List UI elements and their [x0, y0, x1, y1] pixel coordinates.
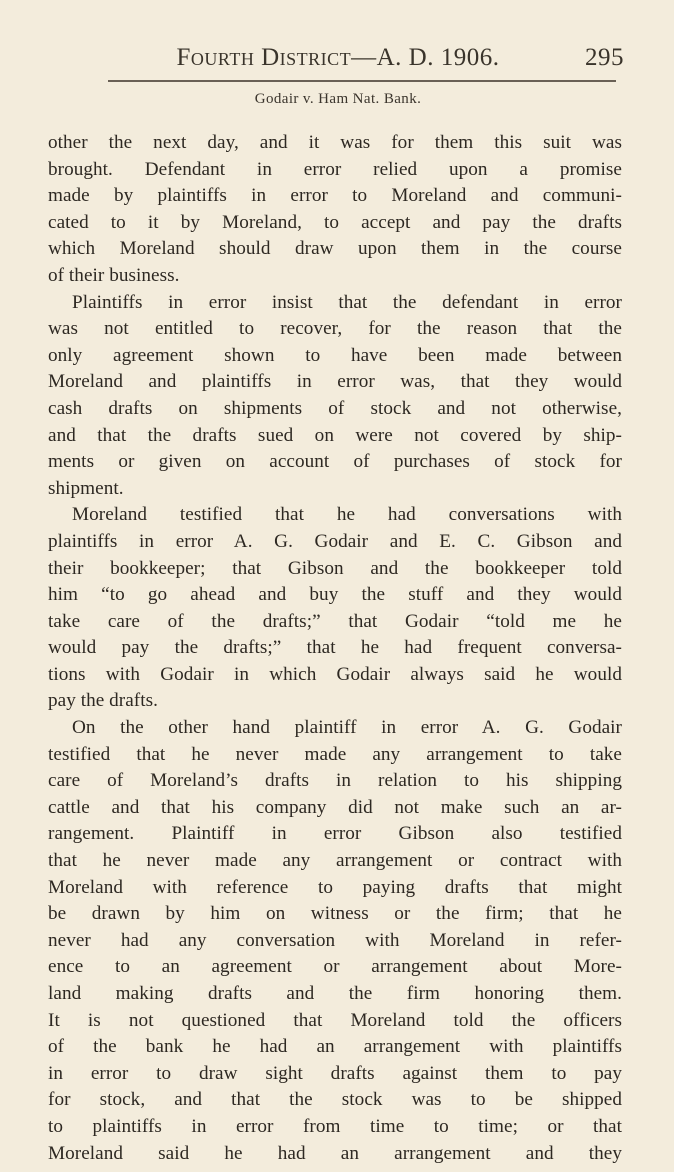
text-line: of their business. [48, 264, 180, 286]
text-line: plaintiffs in error A. G. Godair and E. C. Gibson and [48, 530, 622, 552]
text-line: to plaintiffs in error from time to time; or that [48, 1115, 622, 1137]
text-line: land making drafts and the firm honoring them. [48, 983, 622, 1004]
text-line: of the bank he had an arrangement with plaintiffs [48, 1036, 622, 1058]
text-line: that he never made any arrangement or contract with [48, 850, 622, 872]
text-line: care of Moreland’s drafts in relation to his shipping [48, 770, 622, 792]
text-line: Moreland with reference to paying drafts that might [48, 876, 622, 898]
paragraph-4 [48, 715, 622, 1167]
text-line: and that the drafts sued on were not covered by ship- [48, 424, 622, 446]
text-line: in error to draw sight drafts against them to pay [48, 1062, 622, 1084]
text-line: Moreland said he had an arrangement and they [48, 1142, 622, 1164]
text-line: cated to it by Moreland, to accept and pay the drafts [48, 211, 622, 233]
text-line: ence to an agreement or arrangement about More- [48, 956, 622, 978]
text-line: shipment. [48, 477, 124, 499]
text-line: Moreland and plaintiffs in error was, that they would [48, 371, 622, 393]
text-line: brought. Defendant in error relied upon a promise [48, 158, 622, 180]
paragraph-2 [48, 290, 622, 503]
text-line: It is not questioned that Moreland told the officers [48, 1009, 622, 1031]
text-line: him “to go ahead and buy the stuff and they would [48, 584, 622, 606]
paragraph-3 [48, 502, 622, 715]
text-line: made by plaintiffs in error to Moreland and communi- [48, 185, 622, 207]
text-line: only agreement shown to have been made between [48, 344, 622, 366]
running-head: Fourth District—A. D. 1906. [176, 44, 500, 71]
text-line: which Moreland should draw upon them in the course [48, 238, 622, 260]
text-line: was not entitled to recover, for the reason that the [48, 318, 622, 340]
case-title: Godair v. Ham Nat. Bank. [254, 91, 422, 107]
page-number: 295 [585, 44, 624, 71]
text-line: Moreland testified that he had conversations with [72, 504, 622, 526]
paragraph-1 [48, 130, 622, 290]
text-line: testified that he never made any arrangement to take [48, 743, 622, 765]
text-line: Plaintiffs in error insist that the defendant in error [72, 291, 622, 313]
page-header [52, 44, 624, 76]
header-rule [108, 80, 616, 82]
text-line: rangement. Plaintiff in error Gibson also testified [48, 823, 622, 845]
text-line: never had any conversation with Moreland in refer- [48, 929, 622, 951]
text-line: pay the drafts. [48, 690, 158, 712]
text-line: cattle and that his company did not make such an ar- [48, 796, 622, 818]
text-line: be drawn by him on witness or the firm; that he [48, 903, 622, 925]
text-line: would pay the drafts;” that he had frequent conversa- [48, 637, 622, 659]
text-line: ments or given on account of purchases of stock for [48, 451, 622, 473]
text-line: their bookkeeper; that Gibson and the bookkeeper told [48, 557, 622, 579]
text-line: On the other hand plaintiff in error A. G. Godair [72, 717, 622, 739]
body-text [48, 130, 622, 1167]
text-line: other the next day, and it was for them this suit was [48, 132, 622, 153]
text-line: for stock, and that the stock was to be shipped [48, 1089, 622, 1111]
text-line: take care of the drafts;” that Godair “told me he [48, 610, 622, 632]
text-line: tions with Godair in which Godair always said he would [48, 663, 622, 685]
text-line: cash drafts on shipments of stock and not otherwise, [48, 397, 622, 419]
